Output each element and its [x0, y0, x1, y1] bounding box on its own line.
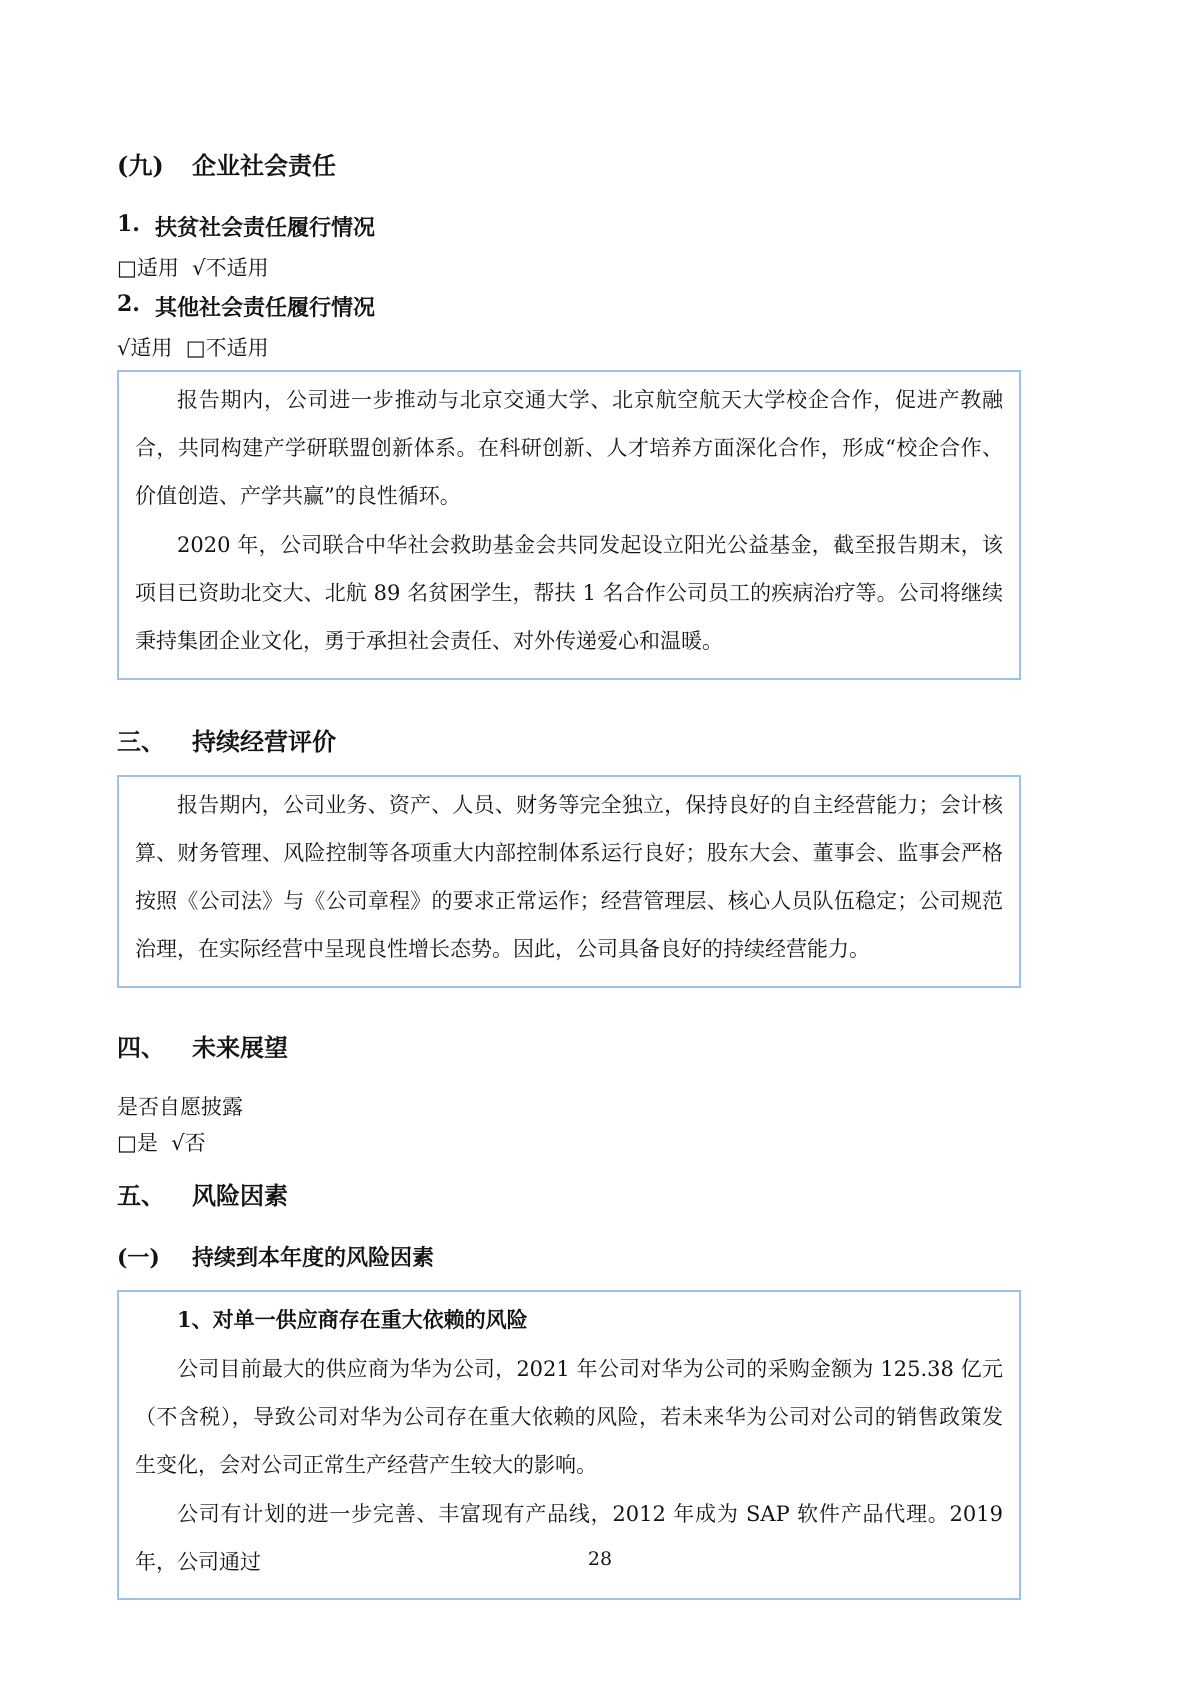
heading-number: 四、 — [117, 1032, 165, 1062]
applicability-options-poverty: □适用 √不适用 — [117, 256, 269, 280]
paragraph: 报告期内，公司业务、资产、人员、财务等完全独立，保持良好的自主经营能力；会计核算、财务管理、风险控制等各项重大内部控制体系运行良好；股东大会、董事会、监事会严格按照《公司法》与《公司章程》的要求正常运作；经营管理层、核心人员队伍稳定；公司规范治理，在实际经营中呈现良性增长态势。因此，公司具备良好的持续经营能力。 — [135, 792, 1003, 962]
heading-number: 2. — [117, 291, 140, 318]
risk-item-title: 1、对单一供应商存在重大依赖的风险 — [177, 1307, 528, 1333]
paragraph: 公司目前最大的供应商为华为公司，2021 年公司对华为公司的采购金额为 125.38 亿元（不含税），导致公司对华为公司存在重大依赖的风险，若未来华为公司对公司的销售政策发生变化，会对公司正常生产经营产生较大的影响。 — [135, 1356, 1003, 1478]
voluntary-disclosure-options: □是 √否 — [117, 1131, 206, 1156]
heading-title: 企业社会责任 — [192, 151, 336, 180]
subheading-ongoing-risk-factors — [117, 1241, 1021, 1272]
heading-title: 持续到本年度的风险因素 — [192, 1245, 435, 1272]
social-responsibility-text-box — [117, 370, 1021, 680]
heading-title: 持续经营评价 — [192, 726, 336, 756]
section-heading-going-concern — [117, 722, 1021, 757]
heading-number: (一) — [117, 1245, 160, 1272]
voluntary-disclosure-question: 是否自愿披露 — [117, 1094, 243, 1119]
going-concern-text-box — [117, 775, 1021, 988]
heading-number: 1. — [117, 211, 140, 237]
heading-number: (九) — [117, 151, 164, 180]
page-number: 28 — [587, 1548, 613, 1570]
section-heading-risk-factors — [117, 1176, 1021, 1211]
page-content — [117, 146, 1021, 1600]
heading-title: 未来展望 — [192, 1032, 288, 1062]
heading-title: 扶贫社会责任履行情况 — [155, 215, 376, 241]
section-heading-future-outlook — [117, 1028, 1021, 1063]
paragraph: 公司有计划的进一步完善、丰富现有产品线，2012 年成为 SAP 软件产品代理。2019 年，公司通过 — [135, 1501, 1003, 1574]
paragraph: 2020 年，公司联合中华社会救助基金会共同发起设立阳光公益基金，截至报告期末，该项目已资助北交大、北航 89 名贫困学生，帮扶 1 名合作公司员工的疾病治疗等。公司将继续秉持集团企业文化，勇于承担社会责任、对外传递爱心和温暖。 — [135, 532, 1003, 654]
heading-title: 其他社会责任履行情况 — [155, 295, 376, 322]
subheading-other-social-responsibility — [117, 291, 1021, 322]
heading-number: 五、 — [117, 1181, 165, 1211]
heading-number: 三、 — [117, 726, 165, 756]
section-heading-corporate-social-responsibility — [117, 146, 1021, 181]
subheading-poverty-alleviation — [117, 211, 1021, 242]
heading-title: 风险因素 — [192, 1181, 288, 1211]
applicability-options-other: √适用 □不适用 — [117, 336, 269, 361]
paragraph: 报告期内，公司进一步推动与北京交通大学、北京航空航天大学校企合作，促进产教融合，共同构建产学研联盟创新体系。在科研创新、人才培养方面深化合作，形成“校企合作、价值创造、产学共赢”的良性循环。 — [135, 387, 1003, 509]
